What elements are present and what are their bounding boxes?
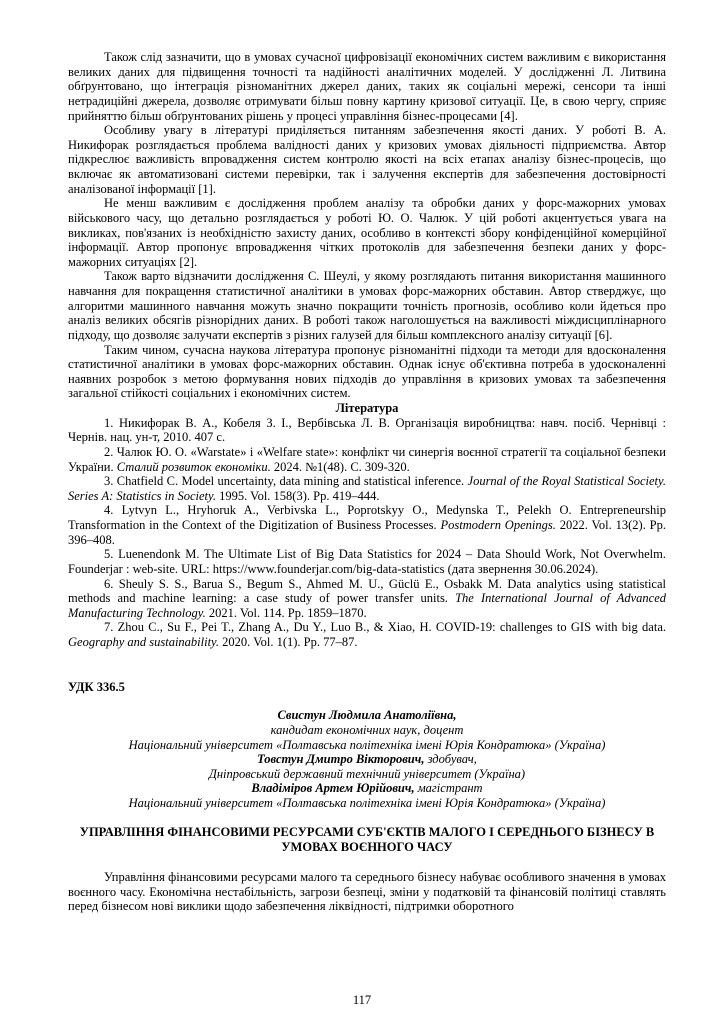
body-paragraph: Також слід зазначити, що в умовах сучасної цифровізації економічних систем важливим є використання великих даних для підвищення точності та надійності аналітичних моделей. У дослідженні Л. Литвина обґрунтовано, що інтеграція різноманітних джерел даних, таких як соціальні мережі, сенсори та інші нетрадиційні джерела, дозволяє отримувати більш повну картину кризової ситуації. Це, в свою чергу, сприяє прийняттю більш обґрунтованих рішень у процесі управління бізнес-процесами [4]. <box>68 50 666 123</box>
udk-code: УДК 336.5 <box>68 679 125 694</box>
text-run: 2021. Vol. 114. Pp. 1859–1870. <box>205 605 367 620</box>
reference-item <box>68 547 666 576</box>
references-heading: Література <box>335 401 399 415</box>
text-run: Національний університет «Полтавська політехніка імені Юрія Кондратюка» (Україна) <box>128 737 606 752</box>
text-run: 6. Sheuly S. S., Barua S., Begum S., Ahmed M. U., Güclü E., Osbakk M. Data analytics using statistical methods and machine learning: a case study of power transfer units. <box>68 576 666 606</box>
text-run: 2020. Vol. 1(1). Pp. 77–87. <box>219 635 358 649</box>
text-run: Сталий розвиток економіки. <box>116 459 271 474</box>
author-line <box>68 708 666 723</box>
article-title: УПРАВЛІННЯ ФІНАНСОВИМИ РЕСУРСАМИ СУБ'ЄКТІВ МАЛОГО І СЕРЕДНЬОГО БІЗНЕСУ В УМОВАХ ВОЄННОГО ЧАСУ <box>79 824 655 855</box>
text-run: 1. Никифорак В. А., Кобеля З. І., Вербівська Л. В. Організація виробництва: навч. посіб. Чернівці : Чернів. нац. ун-т, 2010. 407 с. <box>68 415 666 445</box>
text-run: 5. Luenendonk M. The Ultimate List of Big Data Statistics for 2024 – Data Should Work, Not Overwhelm. Founderjar : web-site. URL: https://www.founderjar.com/big-data-statistics (дата звернення 30.06.2024). <box>68 547 666 576</box>
author-line <box>68 796 666 811</box>
reference-item <box>68 416 666 445</box>
author-line <box>68 767 666 782</box>
reference-item <box>68 577 666 621</box>
text-run: здобувач, <box>424 752 477 767</box>
page-number: 117 <box>352 993 372 1008</box>
text-run: 3. Chatfield C. Model uncertainty, data mining and statistical inference. <box>104 474 468 489</box>
author-line <box>68 781 666 796</box>
body-paragraph: Таким чином, сучасна наукова література пропонує різноманітні підходи та методи для вдосконалення статистичної аналітики в умовах форс-мажорних обставин. Однак існує об'єктивна потреба в удосконаленні наявних розробок з метою формування нових підходів до управління в кризових умовах та забезпечення загальної стійкості соціальних і економічних систем. <box>68 342 666 401</box>
text-run: The International Journal of Advanced Manufacturing Technology. <box>68 591 666 620</box>
text-run: Свистун Людмила Анатоліївна, <box>277 708 457 723</box>
text-run: 2022. Vol. 13(2). Pp. 396–408. <box>68 518 667 547</box>
author-line <box>68 723 666 738</box>
text-run: 2024. №1(48). С. 309-320. <box>270 459 410 474</box>
reference-item <box>68 445 666 474</box>
reference-item <box>68 620 666 649</box>
body-paragraph: Також варто відзначити дослідження С. Шеулі, у якому розглядають питання використання машинного навчання для покращення статистичної аналітики в умовах форс-мажорних обставин. Автор стверджує, що алгоритми машинного навчання можуть значно покращити точність прогнозів, особливо коли йдеться про аналіз великих обсягів різнорідних даних. В роботі також наголошується на важливості міждисциплінарного підходу, що дозволяє залучати експертів з різних галузей для більш комплексного аналізу ситуації [6]. <box>68 269 666 342</box>
text-run: 7. Zhou C., Su F., Pei T., Zhang A., Du Y., Luo B., & Xiao, H. COVID-19: challenges to GIS with big data. <box>104 620 666 635</box>
reference-item <box>68 474 666 503</box>
text-run: Journal of the Royal Statistical Society. Series A: Statistics in Society. <box>68 474 667 503</box>
text-run: 1995. Vol. 158(3). Pp. 419–444. <box>216 488 380 503</box>
text-run: магістрант <box>414 781 483 796</box>
author-line <box>68 752 666 767</box>
text-run: 2. Чалюк Ю. О. «Warstate» і «Welfare state»: конфлікт чи синергія воєнної стратегії та соціальної безпеки України. <box>68 444 666 474</box>
body-paragraph: Не менш важливим є дослідження проблем аналізу та обробки даних у форс-мажорних умовах військового часу, що детально розглядається у роботі Ю. О. Чалюк. У цій роботі акцентується увага на викликах, пов'язаних із необхідністю захисту даних, особливо в контексті збору конфіденційної комерційної інформації. Автор пропонує впровадження чітких протоколів для забезпечення безпеки даних у форс-мажорних ситуаціях [2]. <box>68 196 666 269</box>
text-run: 4. Lytvyn L., Hryhoruk A., Verbivska L., Poprotskyy O., Medynska T., Pelekh O. Entrepreneurship Transformation in the Context of the Digitization of Business Processes. <box>68 503 666 532</box>
page-content <box>68 50 666 914</box>
text-run: Владіміров Артем Юрійович, <box>251 781 415 796</box>
author-line <box>68 738 666 753</box>
body-paragraph: Управління фінансовими ресурсами малого та середнього бізнесу набуває особливого значення в умовах воєнного часу. Економічна нестабільність, загрози безпеці, зміни у податковій та фінансовій політиці ставлять перед бізнесом нові виклики щодо забезпечення ліквідності, підтримки оборотного <box>68 869 666 914</box>
references-list <box>68 416 666 650</box>
reference-item <box>68 503 666 547</box>
text-run: Geography and sustainability. <box>68 635 220 649</box>
text-run: Товстун Дмитро Вікторович, <box>257 752 425 767</box>
text-run: кандидат економічних наук, доцент <box>270 722 464 737</box>
body-paragraph: Особливу увагу в літературі приділяється питанням забезпечення якості даних. У роботі В. А. Никифорак розглядається проблема валідності даних у кризових умовах діяльності підприємства. Автор підкреслює важливість впровадження систем контролю якості на всіх етапах аналізу бізнес-процесів, що включає як автоматизовані системи перевірки, так і залучення експертів для забезпечення достовірності аналізованої інформації [1]. <box>68 123 666 196</box>
text-run: Postmodern Openings. <box>440 518 556 532</box>
text-run: Національний університет «Полтавська політехніка імені Юрія Кондратюка» (Україна) <box>128 796 606 810</box>
authors-block <box>68 708 666 810</box>
text-run: Дніпровський державний технічний університет (Україна) <box>208 766 526 781</box>
